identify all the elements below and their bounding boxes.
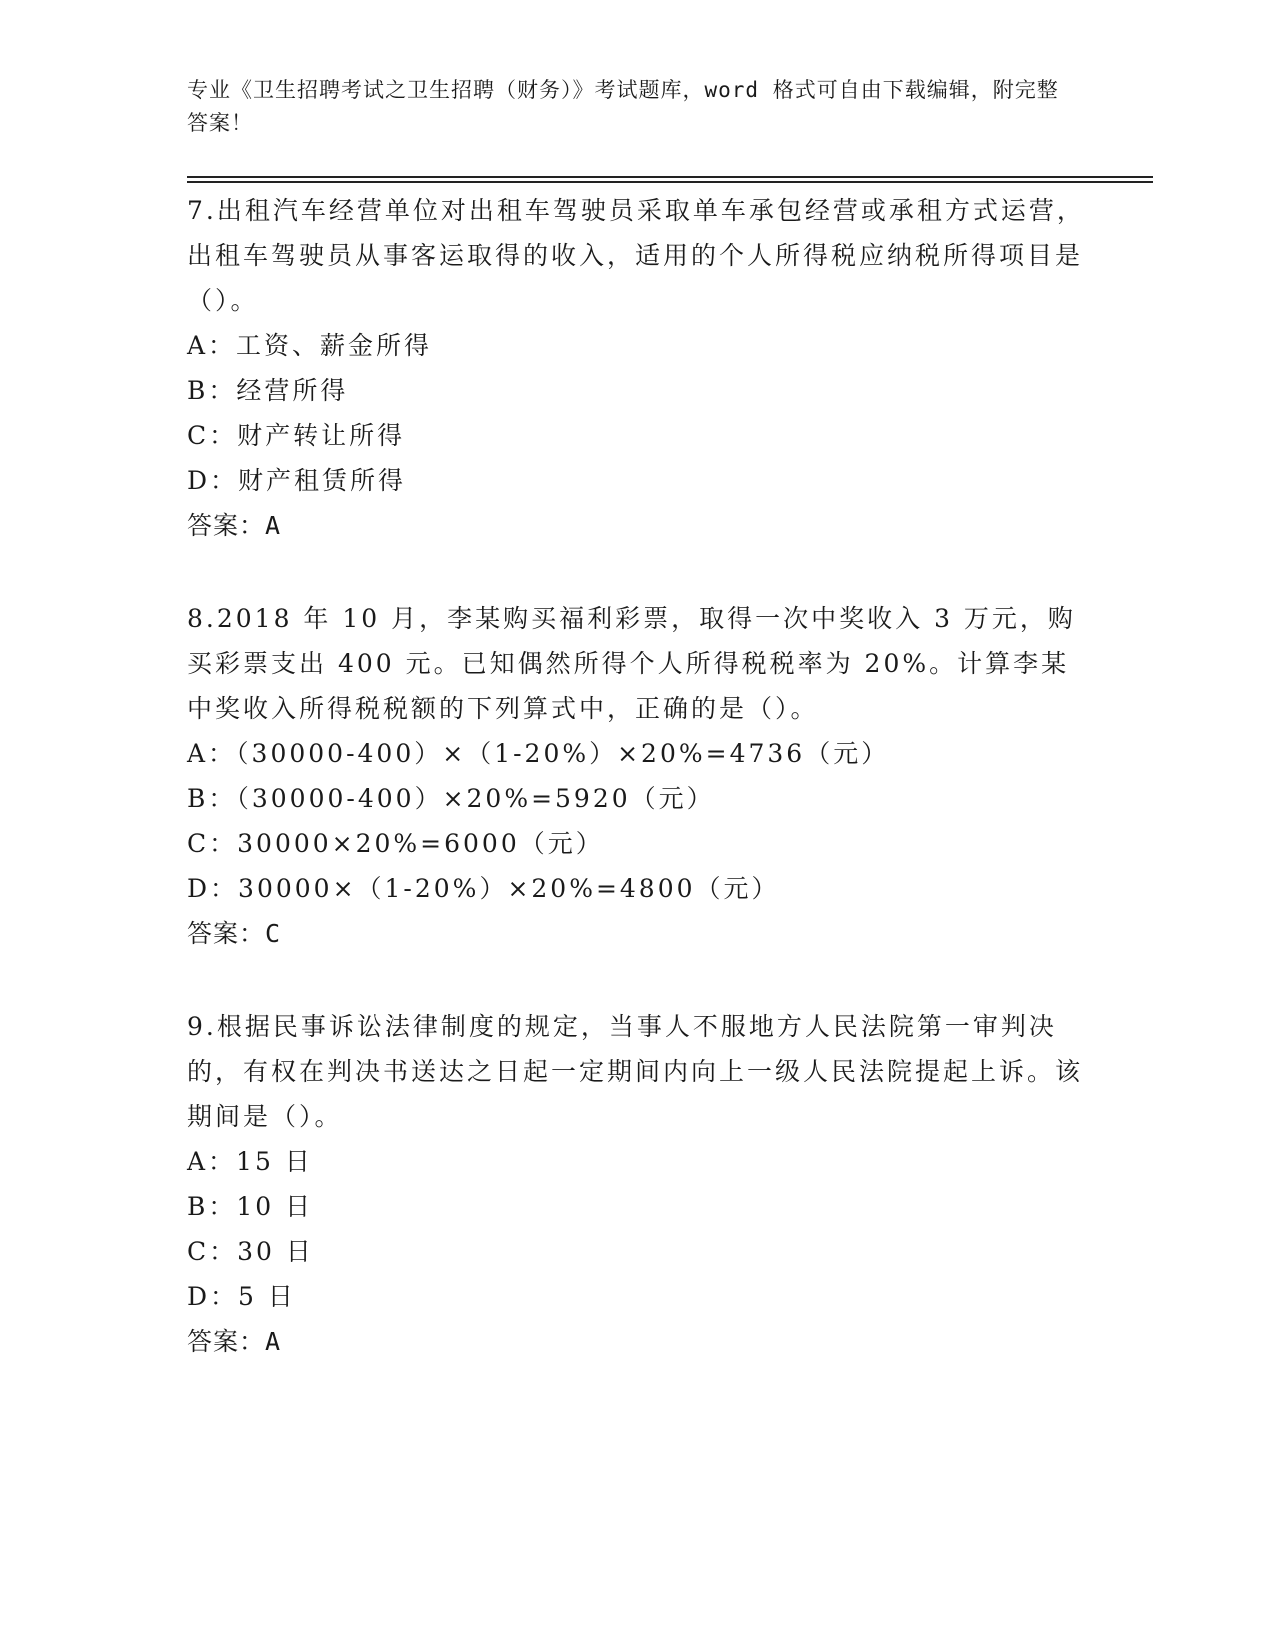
question-8: [187, 596, 1087, 956]
option-b: B：10 日: [187, 1192, 314, 1221]
option-c: C：30000×20%=6000（元）: [187, 829, 604, 858]
header-divider-bottom: [187, 181, 1153, 183]
header-note: 专业《卫生招聘考试之卫生招聘（财务）》考试题库，word 格式可自由下载编辑，附完整答案！: [187, 78, 1059, 135]
answer: 答案：A: [187, 511, 282, 540]
option-b: B：（30000-400）×20%=5920（元）: [187, 784, 715, 813]
question-7: [187, 188, 1087, 548]
option-d: D：财产租赁所得: [187, 466, 407, 495]
option-d: D：5 日: [187, 1282, 296, 1311]
question-stem: 9.根据民事诉讼法律制度的规定，当事人不服地方人民法院第一审判决的，有权在判决书送达之日起一定期间内向上一级人民法院提起上诉。该期间是（）。: [187, 1012, 1084, 1131]
question-9: [187, 1004, 1087, 1364]
answer: 答案：C: [187, 919, 282, 948]
option-a: A：工资、薪金所得: [187, 331, 433, 360]
header-divider-top: [187, 176, 1153, 178]
option-c: C：30 日: [187, 1237, 314, 1266]
question-stem: 8.2018 年 10 月，李某购买福利彩票，取得一次中奖收入 3 万元，购买彩票支出 400 元。已知偶然所得个人所得税税率为 20%。计算李某中奖收入所得税税额的下列算式中，正确的是（）。: [187, 604, 1076, 723]
option-c: C：财产转让所得: [187, 421, 406, 450]
answer: 答案：A: [187, 1327, 282, 1356]
question-stem: 7.出租汽车经营单位对出租车驾驶员采取单车承包经营或承租方式运营，出租车驾驶员从事客运取得的收入，适用的个人所得税应纳税所得项目是（）。: [187, 196, 1085, 315]
option-b: B：经营所得: [187, 376, 349, 405]
option-a: A：（30000-400）×（1-20%）×20%=4736（元）: [187, 739, 890, 768]
option-a: A：15 日: [187, 1147, 313, 1176]
option-d: D：30000×（1-20%）×20%=4800（元）: [187, 874, 780, 903]
